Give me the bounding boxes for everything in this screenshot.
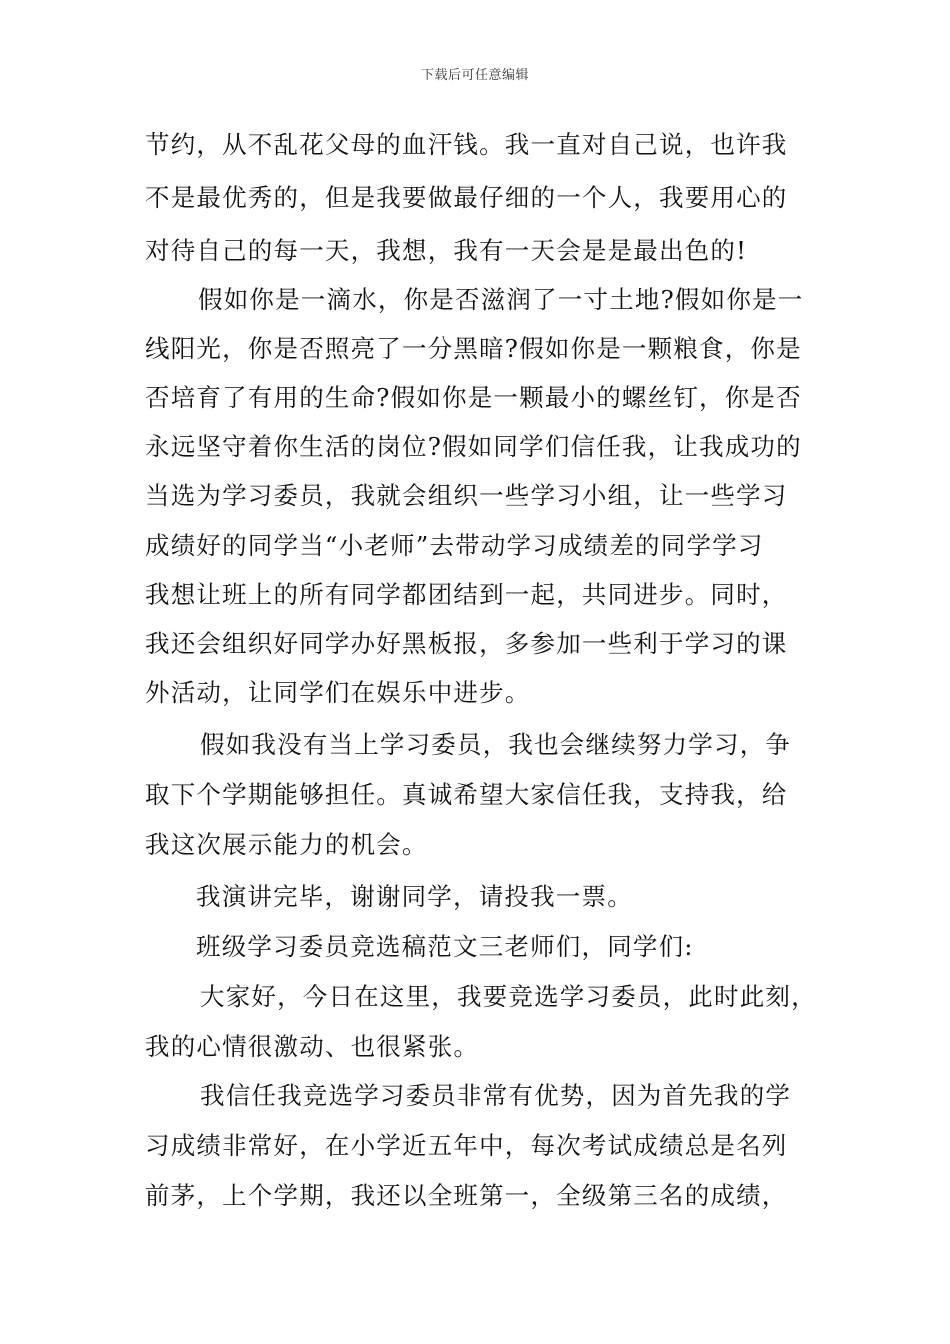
text-line: 我还会组织好同学办好黑板报，多参加一些利于学习的课 (145, 629, 788, 658)
text-line: 永远坚守着你生活的岗位?假如同学们信任我，让我成功的 (145, 432, 802, 461)
paragraph-start-line: 大家好，今日在这里，我要竞选学习委员，此时此刻， (200, 982, 817, 1011)
text-line: 对待自己的每一天，我想，我有一天会是是最出色的! (145, 236, 748, 265)
text-line: 习成绩非常好，在小学近五年中，每次考试成绩总是名列 (145, 1131, 788, 1160)
paragraph-start-line: 假如你是一滴水，你是否滋润了一寸土地?假如你是一 (198, 285, 804, 314)
text-line: 我这次展示能力的机会。 (145, 830, 428, 859)
text-line: 线阳光，你是否照亮了一分黑暗?假如你是一颗粮食，你是 (145, 334, 802, 363)
paragraph-start-line: 班级学习委员竞选稿范文三老师们，同学们: (196, 932, 694, 961)
paragraph-start-line: 我信任我竞选学习委员非常有优势，因为首先我的学 (200, 1081, 792, 1110)
text-line: 外活动，让同学们在娱乐中进步。 (145, 678, 531, 707)
text-line: 节约，从不乱花父母的血汗钱。我一直对自己说，也许我 (145, 130, 788, 159)
text-line: 前茅，上个学期，我还以全班第一，全级第三名的成绩， (145, 1181, 788, 1210)
text-line: 否培育了有用的生命?假如你是一颗最小的螺丝钉，你是否 (145, 383, 802, 412)
text-line: 取下个学期能够担任。真诚希望大家信任我，支持我，给 (145, 780, 788, 809)
text-line: 成绩好的同学当“小老师”去带动学习成绩差的同学学习 (145, 531, 764, 560)
paragraph-start-line: 假如我没有当上学习委员，我也会继续努力学习，争 (200, 730, 792, 759)
text-line: 当选为学习委员，我就会组织一些学习小组，让一些学习 (145, 481, 788, 510)
text-line: 我的心情很激动、也很紧张。 (145, 1032, 480, 1061)
paragraph-start-line: 我演讲完毕，谢谢同学，请投我一票。 (196, 882, 633, 911)
text-line: 我想让班上的所有同学都团结到一起，共同进步。同时， (145, 580, 788, 609)
page-header: 下载后可任意编辑 (420, 68, 529, 83)
text-line: 不是最优秀的，但是我要做最仔细的一个人，我要用心的 (145, 183, 788, 212)
